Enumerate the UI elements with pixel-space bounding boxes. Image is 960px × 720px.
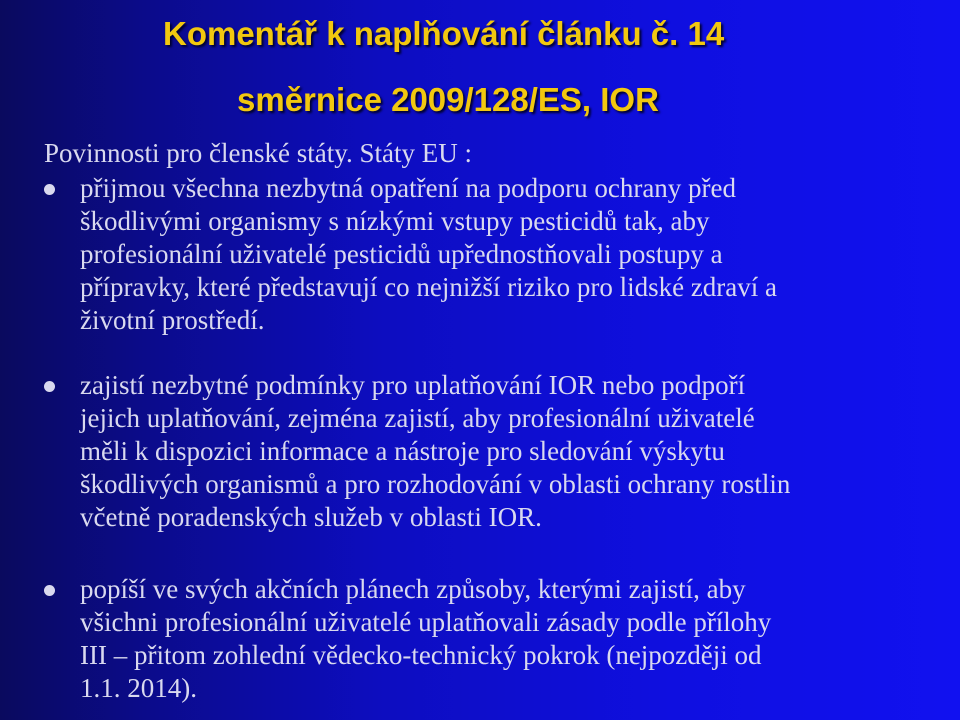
- bullet-item-1: [80, 172, 940, 337]
- slide-title-line-2: směrnice 2009/128/ES, IOR: [237, 81, 659, 118]
- bullet-1-line-1: přijmou všechna nezbytná opatření na podporu ochrany před: [80, 173, 737, 203]
- bullet-dot-icon: [44, 585, 55, 596]
- bullet-item-2: [80, 369, 940, 534]
- bullet-2-line-5: včetně poradenských služeb v oblasti IOR.: [80, 502, 542, 532]
- intro-text: Povinnosti pro členské státy. Státy EU :: [44, 138, 472, 168]
- bullet-1-line-2: škodlivými organismy s nízkými vstupy pesticidů tak, aby: [80, 206, 710, 236]
- bullet-2-line-4: škodlivých organismů a pro rozhodování v oblasti ochrany rostlin: [80, 469, 791, 499]
- bullet-1-line-5: životní prostředí.: [80, 305, 265, 335]
- bullet-dot-icon: [44, 184, 55, 195]
- bullet-3-line-4: 1.1. 2014).: [80, 673, 197, 703]
- bullet-item-3: [80, 573, 940, 705]
- bullet-3-line-1: popíší ve svých akčních plánech způsoby, kterými zajistí, aby: [80, 574, 746, 604]
- bullet-1-line-3: profesionální uživatelé pesticidů upřednostňovali postupy a: [80, 239, 723, 269]
- bullet-dot-icon: [44, 381, 55, 392]
- bullet-2-line-1: zajistí nezbytné podmínky pro uplatňování IOR nebo podpoří: [80, 370, 746, 400]
- bullet-2-line-2: jejich uplatňování, zejména zajistí, aby profesionální uživatelé: [80, 403, 755, 433]
- bullet-3-line-2: všichni profesionální uživatelé uplatňovali zásady podle přílohy: [80, 607, 772, 637]
- bullet-2-line-3: měli k dispozici informace a nástroje pro sledování výskytu: [80, 436, 725, 466]
- bullet-1-line-4: přípravky, které představují co nejnižší riziko pro lidské zdraví a: [80, 272, 778, 302]
- bullet-3-line-3: III – přitom zohlední vědecko-technický pokrok (nejpozději od: [80, 640, 762, 670]
- slide-title-line-1: Komentář k naplňování článku č. 14: [163, 15, 725, 52]
